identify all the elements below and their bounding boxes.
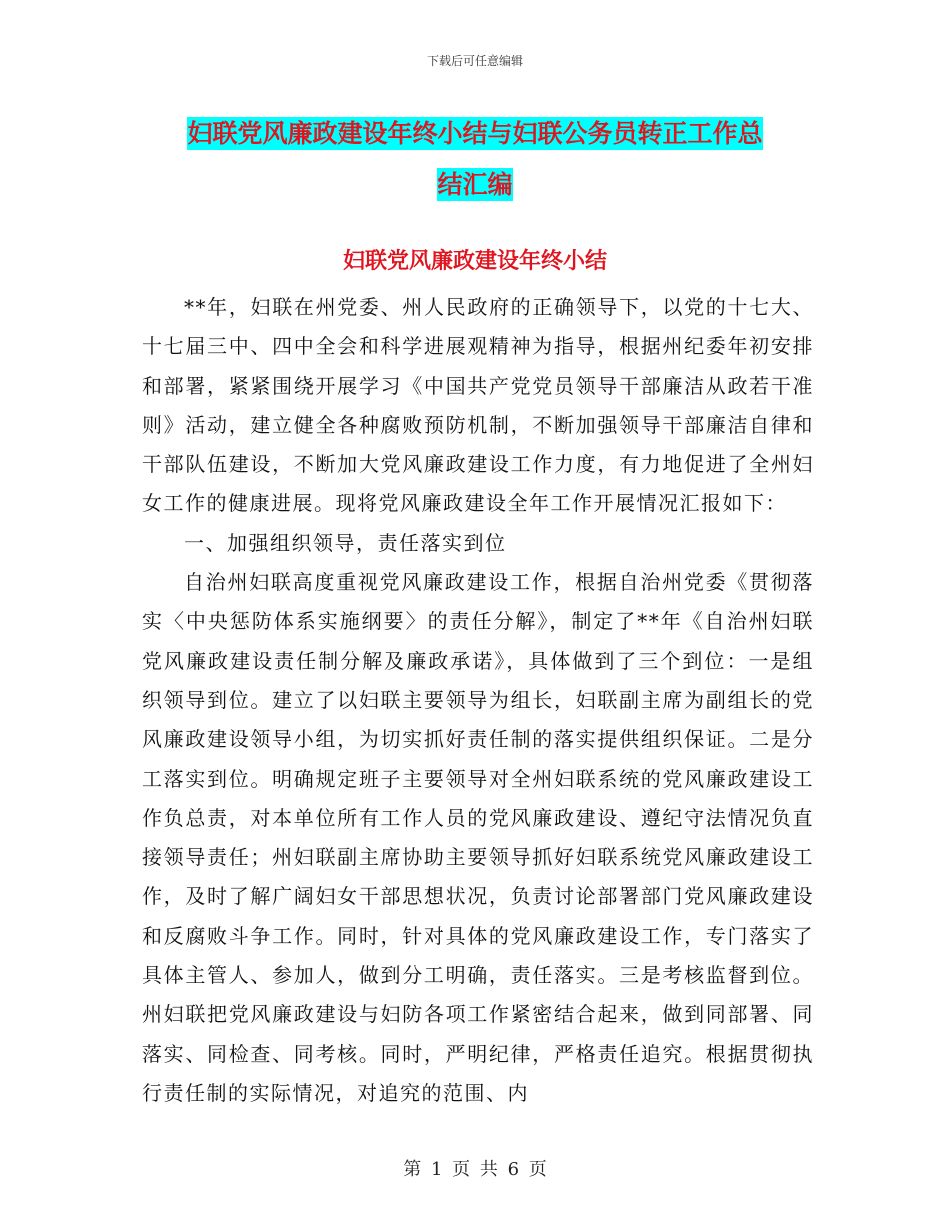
section-title: 妇联党风廉政建设年终小结 — [342, 249, 607, 274]
document-body — [142, 288, 814, 1113]
document-title-line-1: 妇联党风廉政建设年终小结与妇联公务员转正工作总 — [187, 119, 763, 148]
document-title — [0, 108, 950, 210]
page-number-footer: 第 1 页 共 6 页 — [403, 1159, 547, 1180]
body-paragraph-organization: 自治州妇联高度重视党风廉政建设工作，根据自治州党委《贯彻落实〈中央惩防体系实施纲要〉的责任分解》，制定了**年《自治州妇联党风廉政建设责任制分解及廉政承诺》，具体做到了三个到位：一是组织领导到位。建立了以妇联主要领导为组长，妇联副主席为副组长的党风廉政建设领导小组，为切实抓好责任制的落实提供组织保证。二是分工落实到位。明确规定班子主要领导对全州妇联系统的党风廉政建设工作负总责，对本单位所有工作人员的党风廉政建设、遵纪守法情况负直接领导责任；州妇联副主席协助主要领导抓好妇联系统党风廉政建设工作，及时了解广阔妇女干部思想状况，负责讨论部署部门党风廉政建设和反腐败斗争工作。同时，针对具体的党风廉政建设工作，专门落实了具体主管人、参加人，做到分工明确，责任落实。三是考核监督到位。州妇联把党风廉政建设与妇防各项工作紧密结合起来，做到同部署、同落实、同检查、同考核。同时，严明纪律，严格责任追究。根据贯彻执行责任制的实际情况，对追究的范围、内 — [142, 570, 814, 1105]
document-title-line-2: 结汇编 — [437, 170, 513, 199]
page-header-note: 下载后可任意编辑 — [426, 54, 523, 68]
body-paragraph-intro: **年，妇联在州党委、州人民政府的正确领导下，以党的十七大、十七届三中、四中全会和科学进展观精神为指导，根据州纪委年初安排和部署，紧紧围绕开展学习《中国共产党党员领导干部廉洁从政若干准则》活动，建立健全各种腐败预防机制，不断加强领导干部廉洁自律和干部队伍建设，不断加大党风廉政建设工作力度，有力地促进了全州妇女工作的健康进展。现将党风廉政建设全年工作开展情况汇报如下： — [142, 295, 814, 516]
body-heading-organization: 一、加强组织领导，责任落实到位 — [184, 530, 507, 555]
